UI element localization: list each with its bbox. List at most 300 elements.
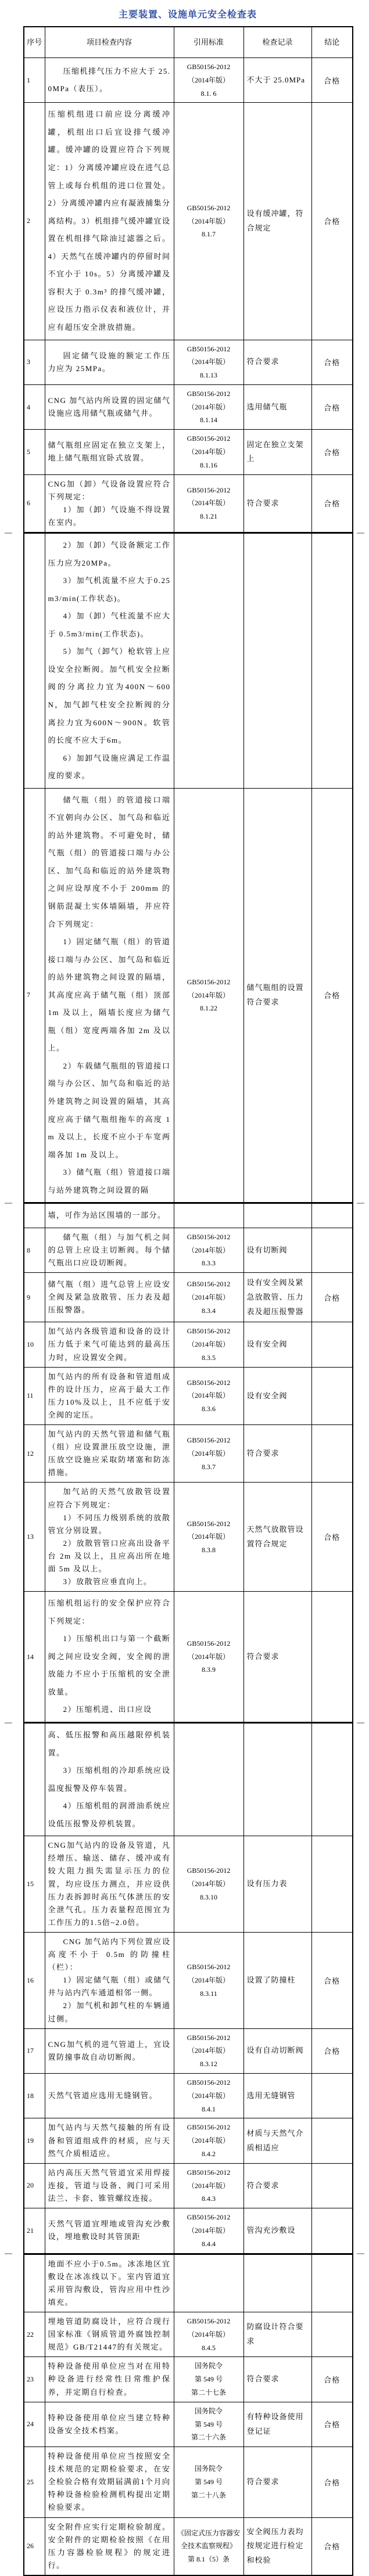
row-conclusion: 合格: [311, 430, 353, 474]
paragraph: 6）加卸气设施应满足工作温度的要求。: [48, 753, 171, 780]
row-conclusion: 合格: [311, 58, 353, 103]
row-record: [243, 2517, 311, 2575]
standard-line: （2014年版）: [187, 402, 230, 411]
standard-line: GB50156-2012: [187, 2123, 231, 2132]
table-row: [24, 2517, 353, 2575]
row-number: 21: [24, 2208, 45, 2254]
paragraph: 1）压缩机出口与第一个截断阀之间应设安全阀，安全阀的泄放能力不应小于压缩机的安全泄放量。: [48, 1634, 171, 1696]
standard-line: 第二十六条: [191, 2433, 226, 2442]
row-standard: [174, 58, 243, 103]
standard-line: GB50156-2012: [187, 2168, 231, 2176]
row-record: [243, 58, 311, 103]
row-number: 26: [24, 2517, 45, 2575]
standard-line: （2014年版）: [187, 2136, 230, 2145]
row-content: [45, 1592, 174, 1723]
paragraph: 3）压缩机组的冷却系统应设温度报警及停车装置。: [48, 1766, 171, 1793]
page-break-dash: [357, 533, 364, 534]
row-number: 24: [24, 2402, 45, 2447]
table-row: [24, 1932, 353, 2028]
table-row: [24, 384, 353, 429]
table-row: [24, 103, 353, 340]
row-record-empty: [243, 1723, 311, 1836]
paragraph: 4）压缩机组的润滑油系统应设低压报警及停机装置。: [48, 1801, 171, 1828]
row-conclusion: 合格: [311, 2028, 353, 2073]
row-content: [45, 474, 174, 533]
row-standard: [174, 2447, 243, 2517]
standard-line: （2014年版）: [187, 991, 230, 999]
row-content: [45, 1203, 174, 1228]
row-number: 19: [24, 2118, 45, 2163]
row-standard-empty: [174, 1203, 243, 1228]
row-content: [45, 1367, 174, 1424]
paragraph: 埋地管道防腐设计，应符合现行国家标准《钢质管道外腐蚀控制规范》GB/T21447的有关规定。: [48, 2316, 171, 2352]
row-conclusion: [311, 1322, 353, 1367]
standard-line: （2014年版）: [187, 1391, 230, 1400]
paragraph: 压缩机排气压力不应大于 25.0MPa（表压）。: [48, 66, 171, 93]
standard-line: GB50156-2012: [187, 1436, 231, 1445]
row-content: [45, 2118, 174, 2163]
row-content: [45, 58, 174, 103]
row-standard: [174, 2517, 243, 2575]
table-row: [24, 2163, 353, 2208]
row-content: [45, 1483, 174, 1592]
row-number: 5: [24, 430, 45, 474]
row-content: [45, 430, 174, 474]
standard-line: （2014年版）: [187, 1652, 230, 1661]
row-content: [45, 103, 174, 340]
row-standard: [174, 788, 243, 1203]
paragraph: 3）加气机流量不应大于0.25m3/min(工作状态)。: [48, 576, 171, 603]
record-text: 安全阀压力表均按规定进行检定和校验: [246, 2527, 304, 2565]
row-number: 10: [24, 1322, 45, 1367]
row-conclusion: [311, 2073, 353, 2118]
row-number: 23: [24, 2357, 45, 2402]
standard-line: （2014年版）: [187, 1293, 230, 1301]
paragraph: 加气站内的天然气管道和储气瓶（组）应设置泄压放空设施，泄压放空设施应采取防堵塞和防冻措施。: [48, 1430, 171, 1477]
row-number: 12: [24, 1425, 45, 1483]
paragraph: 站内高压天然气管道宜采用焊接连接，管道与设备、阀门可采用法兰、卡套、锥管螺纹连接。: [48, 2168, 171, 2203]
page-break-dash: [357, 1722, 364, 1724]
page-break-dash: [5, 533, 12, 534]
row-standard: [174, 1273, 243, 1322]
standard-line: （2014年版）: [187, 75, 230, 84]
standard-line: （2014年版）: [187, 2181, 230, 2190]
row-standard: [174, 2357, 243, 2402]
table-row-continuation: [24, 1723, 353, 1836]
page-title: 主要装置、设施单元安全检查表: [118, 10, 257, 20]
row-record: [243, 1836, 311, 1933]
standard-line: 8.3.10: [200, 1893, 217, 1901]
standard-line: 第二十八条: [191, 2491, 226, 2499]
table-row: [24, 2447, 353, 2517]
standard-line: GB50156-2012: [187, 485, 231, 494]
standard-line: 《固定式压力容器安全技术监察规程》: [177, 2528, 240, 2550]
row-conclusion: 合格: [311, 2447, 353, 2517]
standard-line: 第 549 号: [194, 2477, 223, 2486]
row-content: [45, 533, 174, 789]
row-content: [45, 2312, 174, 2356]
paragraph: 加气站内与天然气接触的所有设备和管道组成件的材质，应与天然气介质相适应。: [48, 2123, 171, 2158]
row-content: [45, 1425, 174, 1483]
row-record: [243, 2028, 311, 2073]
row-conclusion: 合格: [311, 1273, 353, 1322]
standard-line: 8.3.3: [202, 1259, 216, 1268]
standard-line: 国务院令: [194, 2465, 223, 2473]
standard-line: 第 8.1（5）条: [187, 2555, 230, 2564]
row-number: 14: [24, 1592, 45, 1723]
table-row: [24, 788, 353, 1203]
row-number: 18: [24, 2073, 45, 2118]
standard-line: GB50156-2012: [187, 2316, 231, 2325]
row-content: [45, 1228, 174, 1272]
row-content: [45, 2447, 174, 2517]
standard-line: GB50156-2012: [187, 1232, 231, 1241]
record-text: 设有安全阀及紧急放散管、压力表及超压报警器: [246, 1278, 304, 1316]
row-content: [45, 384, 174, 429]
standard-line: 国务院令: [194, 2362, 223, 2370]
record-text: 符合要求: [246, 2477, 280, 2486]
paragraph: 储气瓶（组）的管道接口端不宜朝向办公区、加气岛和临近的站外建筑物。不可避免时，储气瓶（组）的管道接口端与办公区、加气岛和临近的站外建筑物之间应设厚度不小于 200mm 的钢筋混凝土实体墙隔墙，并应符合下列规定：: [48, 795, 171, 929]
row-standard: [174, 2073, 243, 2118]
paragraph: 特种设备使用单位应当对在用特种设备进行经常性日常维护保养，并定期自行检查。: [48, 2362, 171, 2397]
standard-line: （2014年版）: [187, 2091, 230, 2100]
row-conclusion: 合格: [311, 788, 353, 1203]
row-standard: [174, 1592, 243, 1723]
row-record: [243, 2447, 311, 2517]
paragraph: 2）压缩机进、出口应设: [63, 1705, 152, 1714]
paragraph: CNG加气站内的设备及管道，凡经增压、输送、储存、缓冲或有较大阻力损失需显示压力的位置，均应设压力测点，并应设供压力表拆卸时高压气体泄压的安全泄气孔。压力表量程范围宜为工作压力的1.5倍~2.0倍。: [48, 1841, 171, 1927]
paragraph: 特种设备使用单位应当按照安全技术规范的定期检验要求，在安全检验合格有效期届满前1个月向特种设备检验检测机构提出定期检验要求。: [48, 2452, 171, 2512]
standard-line: 8.1.14: [200, 416, 217, 424]
standard-line: （2014年版）: [187, 1976, 230, 1984]
paragraph: 1）固定储气瓶（组）的管道接口端与办公区、加气岛和临近的站外建筑物之间设置的隔墙，其高度应高于储气瓶（组）顶部 1m 及以上，隔墙长度应为储气瓶（组）宽度两端各加 2m 及以上。: [48, 937, 171, 1053]
standard-line: 8.1.16: [200, 460, 217, 469]
row-content: [45, 2254, 174, 2312]
row-standard: [174, 1425, 243, 1483]
record-text: 储气瓶组的设置符合要求: [246, 983, 304, 1006]
table-row: [24, 58, 353, 103]
row-standard: [174, 1228, 243, 1272]
row-content: [45, 340, 174, 384]
table-row-continuation: [24, 1203, 353, 1228]
standard-line: GB50156-2012: [187, 63, 231, 71]
record-text: 设有缓冲罐，符合规定: [246, 209, 304, 232]
row-number: 2: [24, 103, 45, 340]
page-break-dash: [357, 1203, 364, 1204]
row-standard: [174, 2028, 243, 2073]
row-conclusion: 合格: [311, 2517, 353, 2575]
row-number: 15: [24, 1836, 45, 1933]
paragraph: 压缩机组运行的安全保护应符合下列规定：: [48, 1599, 171, 1625]
standard-line: GB50156-2012: [187, 1639, 231, 1647]
record-text: 符合要求: [246, 1652, 280, 1661]
paragraph: 3）储气瓶（组）管道接口端与站外建筑物之间设置的隔: [48, 1168, 171, 1195]
row-record: [243, 1932, 311, 2028]
standard-line: GB50156-2012: [187, 1327, 231, 1336]
table-row: [24, 2073, 353, 2118]
page-break-dash: [5, 1722, 12, 1724]
paragraph: 储气瓶（组）与加气机之间的总管上应设主切断阀。每个储气瓶出口应设切断阀。: [48, 1232, 171, 1268]
table-row: [24, 1228, 353, 1272]
row-record: [243, 1228, 311, 1272]
row-number: 22: [24, 2312, 45, 2356]
row-content: [45, 2073, 174, 2118]
record-text: 符合要求: [246, 2374, 280, 2384]
row-content: [45, 2028, 174, 2073]
paragraph: 3）放散管应垂直向上。: [63, 1577, 152, 1586]
row-content: [45, 2517, 174, 2575]
row-record: [243, 788, 311, 1203]
row-record: [243, 2208, 311, 2254]
paragraph: 2）加（卸）气设备额定工作压力应为20MPa。: [48, 541, 171, 567]
row-standard: [174, 474, 243, 533]
row-number: 3: [24, 340, 45, 384]
row-content: [45, 1322, 174, 1367]
row-record: [243, 2163, 311, 2208]
row-conclusion: 合格: [311, 2402, 353, 2447]
row-record: [243, 2357, 311, 2402]
row-record: [243, 103, 311, 340]
paragraph: 储气瓶组应固定在独立支架上，地上储气瓶组宜卧式放置。: [48, 441, 171, 463]
safety-check-table: [23, 26, 353, 2576]
page-break-dash: [5, 1203, 12, 1204]
row-standard: [174, 1322, 243, 1367]
standard-line: GB50156-2012: [187, 434, 231, 443]
row-number: 16: [24, 1932, 45, 2028]
standard-line: GB50156-2012: [187, 1866, 231, 1875]
table-row: [24, 1273, 353, 1322]
record-text: 符合要求: [246, 498, 280, 508]
row-conclusion: [311, 1367, 353, 1424]
row-number-empty: [24, 2254, 45, 2312]
record-text: 设有安全阀: [246, 1340, 288, 1349]
paragraph: CNG加气机的进气管道上，宜设置防撞事故自动切断阀。: [48, 2039, 171, 2061]
paragraph: 高、低压报警和高压越限停机装置。: [48, 1730, 171, 1757]
row-conclusion: [311, 2208, 353, 2254]
table-row: [24, 2118, 353, 2163]
row-number: 4: [24, 384, 45, 429]
standard-line: GB50156-2012: [187, 1519, 231, 1528]
row-conclusion: [311, 1425, 353, 1483]
row-record: [243, 2312, 311, 2356]
row-number: 9: [24, 1273, 45, 1322]
row-content: [45, 788, 174, 1203]
standard-line: 8.3.8: [202, 1546, 216, 1555]
row-number: 25: [24, 2447, 45, 2517]
table-row: [24, 1483, 353, 1592]
row-conclusion: [311, 2118, 353, 2163]
row-record: [243, 430, 311, 474]
record-text: 符合要求: [246, 357, 280, 366]
row-record-empty: [243, 1203, 311, 1228]
header-conclusion: 结论: [311, 27, 353, 58]
row-conclusion: 合格: [311, 384, 353, 429]
table-header: [24, 27, 353, 58]
table-body: [24, 58, 353, 2575]
standard-line: （2014年版）: [187, 2226, 230, 2235]
paragraph: 墙，可作为站区围墙的一部分。: [48, 1211, 166, 1220]
paragraph: 4）加（卸）气柱流量不应大于 0.5m3/min(工作状态)。: [48, 611, 171, 638]
row-standard: [174, 430, 243, 474]
row-content: [45, 1932, 174, 2028]
row-record-empty: [243, 2254, 311, 2312]
row-standard-empty: [174, 1723, 243, 1836]
paragraph: 地面不应小于0.5m。冰冻地区宜敷设在冰冻线以下。室内管道宜采用管沟敷设，管沟应用中性沙填充。: [48, 2259, 171, 2307]
paragraph: 储气瓶（组）进气总管上应设安全阀及紧急放散管、压力表及超压报警器。: [48, 1280, 171, 1315]
row-number: 1: [24, 58, 45, 103]
row-number: 20: [24, 2163, 45, 2208]
header-row: [24, 27, 353, 58]
record-text: 材质与天然气介质相适应: [246, 2128, 304, 2152]
row-number: 7: [24, 788, 45, 1203]
paragraph: 天然气管道应选用无缝钢管。: [48, 2091, 158, 2100]
table-row: [24, 474, 353, 533]
standard-line: GB50156-2012: [187, 389, 231, 398]
standard-line: 第二十七条: [191, 2388, 226, 2397]
row-number-empty: [24, 1723, 45, 1836]
header-content: 项目检查内容: [45, 27, 174, 58]
table-row: [24, 430, 353, 474]
standard-line: GB50156-2012: [187, 2078, 231, 2086]
row-standard: [174, 1483, 243, 1592]
table-row: [24, 1425, 353, 1483]
row-record: [243, 1425, 311, 1483]
paragraph: 加气站内的所有设备和管道组成件的设计压力，应高于最大工作压力10%及以上，且不应低于安全阀的定压。: [48, 1372, 171, 1419]
row-conclusion: 合格: [311, 474, 353, 533]
table-row: [24, 1367, 353, 1424]
row-number: 6: [24, 474, 45, 533]
page-break-dash: [357, 2253, 364, 2254]
paragraph: 加气站的天然气放散管设置应符合下列规定：: [48, 1487, 171, 1509]
table-row: [24, 1592, 353, 1723]
standard-line: GB50156-2012: [187, 1963, 231, 1971]
standard-line: （2014年版）: [187, 448, 230, 456]
paragraph: CNG 加气站内所设置的固定储气设施应选用储气瓶或储气井。: [48, 395, 171, 418]
row-record-empty: [243, 533, 311, 789]
standard-line: （2014年版）: [187, 2046, 230, 2055]
record-text: 管沟充沙敷设: [246, 2226, 296, 2235]
row-standard: [174, 2402, 243, 2447]
standard-line: 8.1. 6: [200, 89, 217, 98]
row-content: [45, 1836, 174, 1933]
standard-line: 8.1.21: [200, 512, 217, 521]
page-break-dash: [5, 2253, 12, 2254]
paragraph: 2）加气机和卸气柱的车辆通过侧。: [48, 2001, 171, 2023]
row-number-empty: [24, 1203, 45, 1228]
row-record: [243, 1273, 311, 1322]
paragraph: 2）放散管管口应高出设备平台 2m 及以上，且应高出所在地面 5m 及以上。: [48, 1538, 171, 1573]
standard-line: GB50156-2012: [187, 1378, 231, 1387]
row-conclusion: 合格: [311, 2357, 353, 2402]
table-row: [24, 2028, 353, 2073]
paragraph: 1）固定储气瓶（组）或储气井与站内汽车通道相邻一侧。: [48, 1976, 171, 1998]
standard-line: GB50156-2012: [187, 2213, 231, 2222]
row-record: [243, 1367, 311, 1424]
record-text: 选用储气瓶: [246, 402, 288, 411]
standard-line: 8.3.7: [202, 1462, 216, 1471]
row-conclusion: 合格: [311, 1483, 353, 1592]
standard-line: （2014年版）: [187, 1532, 230, 1541]
standard-line: 8.3.5: [202, 1353, 216, 1362]
row-standard: [174, 1836, 243, 1933]
standard-line: （2014年版）: [187, 1246, 230, 1254]
row-number-empty: [24, 533, 45, 789]
standard-line: 8.4.1: [202, 2104, 216, 2113]
row-conclusion: [311, 2312, 353, 2356]
standard-line: 8.4.2: [202, 2149, 216, 2158]
header-standard: 引用标准: [174, 27, 243, 58]
row-standard: [174, 2163, 243, 2208]
row-conclusion-empty: [311, 2254, 353, 2312]
paragraph: 特种设备使用单位应当建立特种设备安全技术档案。: [48, 2413, 171, 2435]
row-number: 8: [24, 1228, 45, 1272]
standard-line: 8.4.3: [202, 2194, 216, 2203]
standard-line: GB50156-2012: [187, 977, 231, 986]
row-record: [243, 1322, 311, 1367]
paragraph: 安全附件应实行定期检验制度。安全附件的定期检验按照《在用压力容器检验规程》的规定进行。: [48, 2522, 171, 2570]
row-record: [243, 384, 311, 429]
row-conclusion-empty: [311, 1723, 353, 1836]
row-conclusion: [311, 1228, 353, 1272]
row-content: [45, 1273, 174, 1322]
row-record: [243, 2118, 311, 2163]
table-row: [24, 1322, 353, 1367]
record-text: 设有自动切断阀: [246, 2046, 304, 2055]
standard-line: GB50156-2012: [187, 1280, 231, 1289]
row-record: [243, 2073, 311, 2118]
record-text: 防腐设计符合要求: [246, 2322, 304, 2346]
table-row: [24, 1836, 353, 1933]
paragraph: 加气站内各级管道和设备的设计压力低于来气可能达到的最高压力时，应设置安全阀。: [48, 1327, 171, 1362]
paragraph: 1）不同压力级别系统的放散管宜分别设置。: [48, 1513, 171, 1535]
row-conclusion: 合格: [311, 340, 353, 384]
standard-line: 8.3.9: [202, 1665, 216, 1674]
row-standard: [174, 340, 243, 384]
row-content: [45, 2357, 174, 2402]
paragraph: 2）车载储气瓶组的管道接口端与办公区、加气岛和临近的站外建筑物之间设置的隔墙，其高度应高于储气瓶组拖车的高度 1m 及以上，长度不应小于车宽两端各加 1m 及以上。: [48, 1061, 171, 1159]
row-content: [45, 2402, 174, 2447]
table-row: [24, 2357, 353, 2402]
record-text: 符合要求: [246, 1448, 280, 1458]
row-conclusion: 合格: [311, 103, 353, 340]
standard-line: （2014年版）: [187, 1340, 230, 1349]
row-conclusion: 合格: [311, 1932, 353, 2028]
row-conclusion: [311, 1836, 353, 1933]
standard-line: 8.1.22: [200, 1004, 217, 1013]
header-record: 检查记录: [243, 27, 311, 58]
table-row: [24, 2402, 353, 2447]
row-standard-empty: [174, 533, 243, 789]
standard-line: 8.3.12: [200, 2060, 217, 2068]
standard-line: （2014年版）: [187, 1880, 230, 1888]
record-text: 符合要求: [246, 2181, 280, 2190]
row-standard: [174, 1367, 243, 1424]
table-row-continuation: [24, 2254, 353, 2312]
standard-line: 第 549 号: [194, 2375, 223, 2384]
standard-line: 8.4.4: [202, 2239, 216, 2248]
standard-line: GB50156-2012: [187, 203, 231, 212]
row-number: 17: [24, 2028, 45, 2073]
row-standard: [174, 103, 243, 340]
record-text: 有特种设备使用登记证: [246, 2412, 304, 2435]
row-content: [45, 1723, 174, 1836]
standard-line: 第 549 号: [194, 2420, 223, 2429]
record-text: 设有切断阀: [246, 1245, 288, 1254]
standard-line: （2014年版）: [187, 499, 230, 508]
row-conclusion: [311, 2163, 353, 2208]
row-number: 11: [24, 1367, 45, 1424]
paragraph: CNG加（卸）气设备设置应符合下列规定：: [48, 479, 171, 501]
